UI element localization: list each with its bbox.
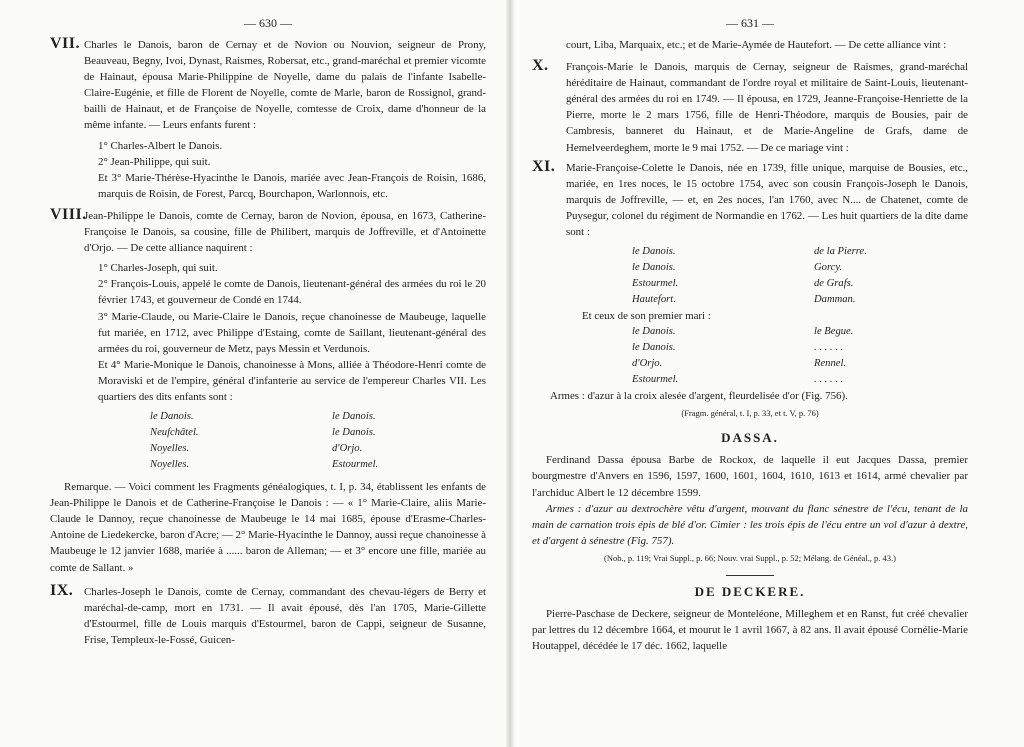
entry-x (532, 59, 968, 156)
quarter-entry: le Danois. (150, 411, 194, 423)
child-line: 2° Jean-Philippe, qui suit. (98, 155, 211, 168)
dassa-armes: Armes : d'azur au dextrochère vêtu d'argent, mouvant du flanc sénestre de l'écu, tenant de la main de carnation trois épis de blé d'or. Cimier : les trois épis de l'écu entre un vol d'azur à dextre, et d'argent à sénestre (Fig. 757). (532, 502, 968, 547)
quarter-entry: d'Orjo. (332, 443, 363, 455)
quarters-table (50, 409, 486, 473)
page-630 (50, 0, 486, 747)
deckere-paragraph: Pierre-Paschase de Deckere, seigneur de Monteléone, Milleghem et en Ranst, fut créé chevalier par lettres du 12 décembre 1664, et mourut le 1 avril 1667, à 82 ans. Il avait épousé Cornélie-Marie Houtappel, décédée le 17 déc. 1662, laquelle (532, 607, 968, 653)
entry-text: Charles-Joseph le Danois, comte de Cernay, commandant des chevau-légers de Berry et maréchal-de-camp, mort en 1731. — Il avait épousé, dès l'an 1705, Marie-Gillette d'Estourmel, fille de Louis marquis d'Estourmel, baron de Cappi, seigneur de Susanne, Frise, Templeux-le-Fossé, Guicen- (84, 585, 486, 646)
quarter-entry: Noyelles. (150, 443, 190, 455)
quarter-entry: le Danois. (332, 427, 376, 439)
source-citation: (Fragm. général, t. I, p. 33, et t. V, p. 76) (681, 408, 819, 419)
entry-text: Charles le Danois, baron de Cernay et de Novion ou Nouvion, seigneur de Prony, Beauveau, Begny, Ivoi, Dynast, Raismes, Robersat, etc., grand-maréchal et premier vicomte de Hainaut, épousa Marie-Philippine de Noyelle, dame du palais de l'infante Isabelle-Claire-Eugénie, et fille de Florent de Noyelle, comte de Marle, baron de Rossignol, grand-bailli de Hainaut, et de Françoise de Noyelle, comtesse de Croix, dame d'honneur de la même infante. — Leurs enfants furent : (84, 39, 486, 132)
quarter-entry: . . . . . . (814, 342, 844, 354)
quarters-table (532, 324, 968, 388)
quarters-right-column (750, 324, 968, 388)
entry-ix (50, 581, 486, 648)
page-number: — 631 — (726, 16, 774, 30)
quarter-entry: le Danois. (632, 342, 676, 354)
quarters-left-column (50, 409, 268, 473)
child-line: Et 3° Marie-Thérèse-Hyacinthe le Danois, mariée avec Jean-François de Roisin, 1686, marquis de Roisin, de Forest, Parcq, Bourchapon, Warlonnois, etc. (98, 171, 486, 200)
quarters-left-column (532, 324, 750, 388)
quarter-entry: Noyelles. (150, 459, 190, 471)
quarter-entry: Damman. (814, 294, 856, 306)
quarter-entry: Gorcy. (814, 262, 843, 274)
quarter-entry: Neufchâtel. (150, 427, 199, 439)
quarter-entry: d'Orjo. (632, 358, 663, 370)
entry-text: Marie-Françoise-Colette le Danois, née en 1739, fille unique, marquise de Bousies, etc., mariée, en 1res noces, le 15 octobre 1754, avec son cousin François-Joseph le Danois, marquis de Joffreville, — et, en 2es noces, l'an 1760, avec N.... de Chatenet, comte de Puysegur, colonel du régiment de Normandie en 1762. — Les huit quartiers de la dite dame sont : (566, 161, 968, 239)
quarter-entry: le Danois. (632, 262, 676, 274)
quarter-entry: Rennel. (814, 358, 847, 370)
generation-number: VIII. (50, 205, 87, 223)
entry-text: François-Marie le Danois, marquis de Cernay, seigneur de Raismes, grand-maréchal héréditaire de Hainaut, commandant de l'ordre royal et militaire de Saint-Louis, lieutenant-général des armées du roi en 1749. — Il épousa, en 1729, Jeanne-Françoise-Henriette de la Pierre, morte le 2 mars 1756, fille de Henri-Théodore, marquis de Bousies, pair de Cambresis, banneret du Hainaut, et de Marie-Angeline de Grafs, dame de Hemelveerdeghem, morte le 9 mai 1752. — De ce mariage vint : (566, 61, 968, 154)
entry-xi (532, 157, 968, 240)
quarter-entry: le Begue. (814, 326, 854, 338)
quarters-right-column (268, 409, 486, 473)
child-line: 1° Charles-Joseph, qui suit. (98, 262, 218, 275)
section-heading-deckere: DE DECKERE. (694, 583, 806, 599)
quarter-entry: Hautefort. (632, 294, 676, 306)
armes-text: Armes : d'azur à la croix alesée d'argent, fleurdelisée d'or (Fig. 756). (550, 390, 848, 403)
quarter-entry: Estourmel. (632, 278, 679, 290)
source-citation: (Nob., p. 119; Vrai Suppl., p. 66; Nouv. vrai Suppl., p. 52; Mélang. de Généal., p. 43.) (604, 552, 896, 563)
quarter-entry: de Grafs. (814, 278, 854, 290)
quarter-entry: le Danois. (632, 246, 676, 258)
generation-number: X. (532, 57, 549, 75)
continued-text: court, Liba, Marquaix, etc.; et de Marie-Aymée de Hautefort. — De cette alliance vint : (566, 39, 947, 51)
page-631 (532, 0, 968, 747)
quarter-entry: . . . . . . (814, 374, 844, 386)
page-number: — 630 — (244, 16, 292, 30)
quarters-left-column (532, 244, 750, 308)
remarque-paragraph: Remarque. — Voici comment les Fragments généalogiques, t. I, p. 34, établissent les enfants de Jean-Philippe le Danois et de Catherine-Françoise le Danois : — « 1° Marie-Claire, aliis Marie-Claude le Dannoy, reçue chanoinesse de Maubeuge le 14 mai 1685, épouse d'Erasme-Charles-Antoine de Liedekercke, baron d'Acre; — 2° Marie-Hyacinthe le Dannoy, aussi reçue chanoinesse à Maubeuge le 12 janvier 1688, mariée à ...... baron de Alleman; — et 3° encore une fille, mariée au comte de Sallant. » (50, 481, 486, 574)
quarter-entry: le Danois. (332, 411, 376, 423)
child-line: 1° Charles-Albert le Danois. (98, 139, 223, 152)
section-heading-dassa: DASSA. (721, 430, 779, 446)
child-line: Et 4° Marie-Monique le Danois, chanoinesse à Mons, alliée à Théodore-Henri comte de Moraviski et de l'empire, général d'infanterie au service de l'empereur Charles VII. Les quartiers des dits enfants sont : (98, 358, 486, 403)
section-divider (726, 575, 774, 576)
quarters-right-column (750, 244, 968, 308)
quarter-entry: de la Pierre. (814, 246, 867, 258)
entry-vii (50, 37, 486, 134)
generation-number: IX. (50, 581, 74, 599)
generation-number: XI. (532, 157, 556, 175)
child-line: 2° François-Louis, appelé le comte de Danois, lieutenant-général des armées du roi le 20 février 1743, et gouverneur de Condé en 1744. (98, 278, 486, 307)
quarter-entry: Estourmel. (332, 459, 379, 471)
entry-viii (50, 205, 486, 256)
dassa-paragraph: Ferdinand Dassa épousa Barbe de Rockox, de laquelle il eut Jacques Dassa, premier bourgmestre d'Anvers en 1596, 1597, 1600, 1601, 1604, 1610, 1613 et 1614, armé chevalier par l'archiduc Albert le 12 décembre 1599. (532, 454, 968, 499)
book-gutter (506, 0, 514, 747)
quarter-entry: le Danois. (632, 326, 676, 338)
quarter-entry: Estourmel. (632, 374, 679, 386)
quarters-table (532, 244, 968, 308)
child-line: 3° Marie-Claude, ou Marie-Claire le Danois, reçue chanoinesse de Maubeuge, laquelle fut mariée, en 1712, avec Philippe d'Estaing, comte de Saillant, lieutenant-général des armées du roi, gouverneur de Metz, pays Messin et Verdunois. (98, 310, 486, 355)
first-husband-line: Et ceux de son premier mari : (582, 310, 711, 323)
entry-text: Jean-Philippe le Danois, comte de Cernay, baron de Novion, épousa, en 1673, Catherine-Françoise le Danois, sa cousine, fille de Philibert, marquis de Joffreville, et d'Antoinette d'Orjo. — De cette alliance naquirent : (84, 209, 486, 255)
generation-number: VII. (50, 35, 81, 52)
